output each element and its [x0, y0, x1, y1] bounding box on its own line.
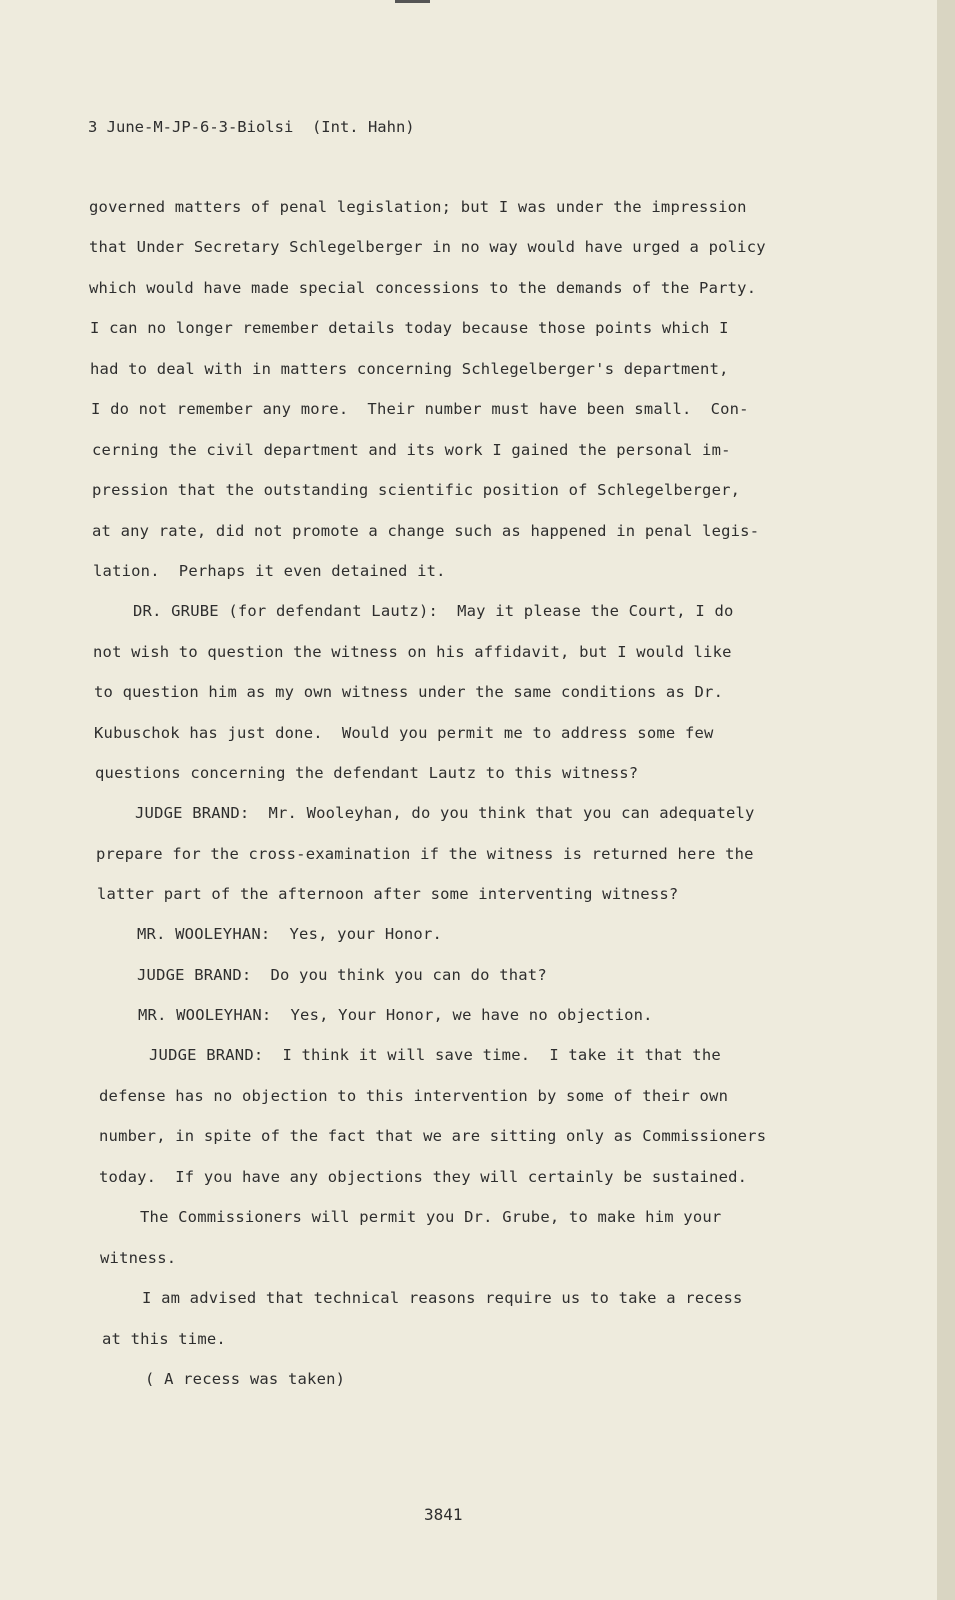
text-line: I am advised that technical reasons require us to take a recess: [142, 1289, 743, 1307]
text-line: pression that the outstanding scientific position of Schlegelberger,: [92, 481, 741, 499]
text-line: prepare for the cross-examination if the witness is returned here the: [96, 845, 754, 863]
text-line: I can no longer remember details today because those points which I: [90, 319, 729, 337]
text-line: questions concerning the defendant Lautz to this witness?: [95, 764, 639, 782]
text-line: latter part of the afternoon after some interventing witness?: [97, 885, 679, 903]
text-line: at any rate, did not promote a change such as happened in penal legis-: [92, 522, 760, 540]
text-line: ( A recess was taken): [145, 1370, 346, 1388]
text-line: JUDGE BRAND: Do you think you can do that?: [137, 966, 547, 984]
text-line: cerning the civil department and its work I gained the personal im-: [92, 441, 731, 459]
text-line: not wish to question the witness on his affidavit, but I would like: [93, 643, 732, 661]
text-line: DR. GRUBE (for defendant Lautz): May it please the Court, I do: [133, 602, 734, 620]
text-line: JUDGE BRAND: Mr. Wooleyhan, do you think that you can adequately: [135, 804, 755, 822]
text-line: JUDGE BRAND: I think it will save time. I take it that the: [149, 1046, 721, 1064]
transcript-header: 3 June-M-JP-6-3-Biolsi (Int. Hahn): [88, 118, 415, 136]
text-line: to question him as my own witness under the same conditions as Dr.: [94, 683, 724, 701]
text-line: which would have made special concessions to the demands of the Party.: [89, 279, 757, 297]
page-edge-shadow: [937, 0, 955, 1600]
text-line: I do not remember any more. Their number must have been small. Con-: [91, 400, 749, 418]
text-line: governed matters of penal legislation; but I was under the impression: [89, 198, 747, 216]
text-line: The Commissioners will permit you Dr. Grube, to make him your: [140, 1208, 722, 1226]
top-edge-mark: [395, 0, 430, 3]
page-number: 3841: [424, 1505, 463, 1524]
text-line: defense has no objection to this intervention by some of their own: [99, 1087, 729, 1105]
text-line: MR. WOOLEYHAN: Yes, Your Honor, we have no objection.: [138, 1006, 653, 1024]
text-line: Kubuschok has just done. Would you permit me to address some few: [94, 724, 714, 742]
text-line: MR. WOOLEYHAN: Yes, your Honor.: [137, 925, 443, 943]
text-line: that Under Secretary Schlegelberger in no way would have urged a policy: [89, 238, 766, 256]
text-line: number, in spite of the fact that we are sitting only as Commissioners: [99, 1127, 767, 1145]
text-line: lation. Perhaps it even detained it.: [93, 562, 446, 580]
text-line: had to deal with in matters concerning Schlegelberger's department,: [90, 360, 729, 378]
text-line: at this time.: [102, 1330, 226, 1348]
text-line: today. If you have any objections they will certainly be sustained.: [99, 1168, 748, 1186]
text-line: witness.: [100, 1249, 177, 1267]
